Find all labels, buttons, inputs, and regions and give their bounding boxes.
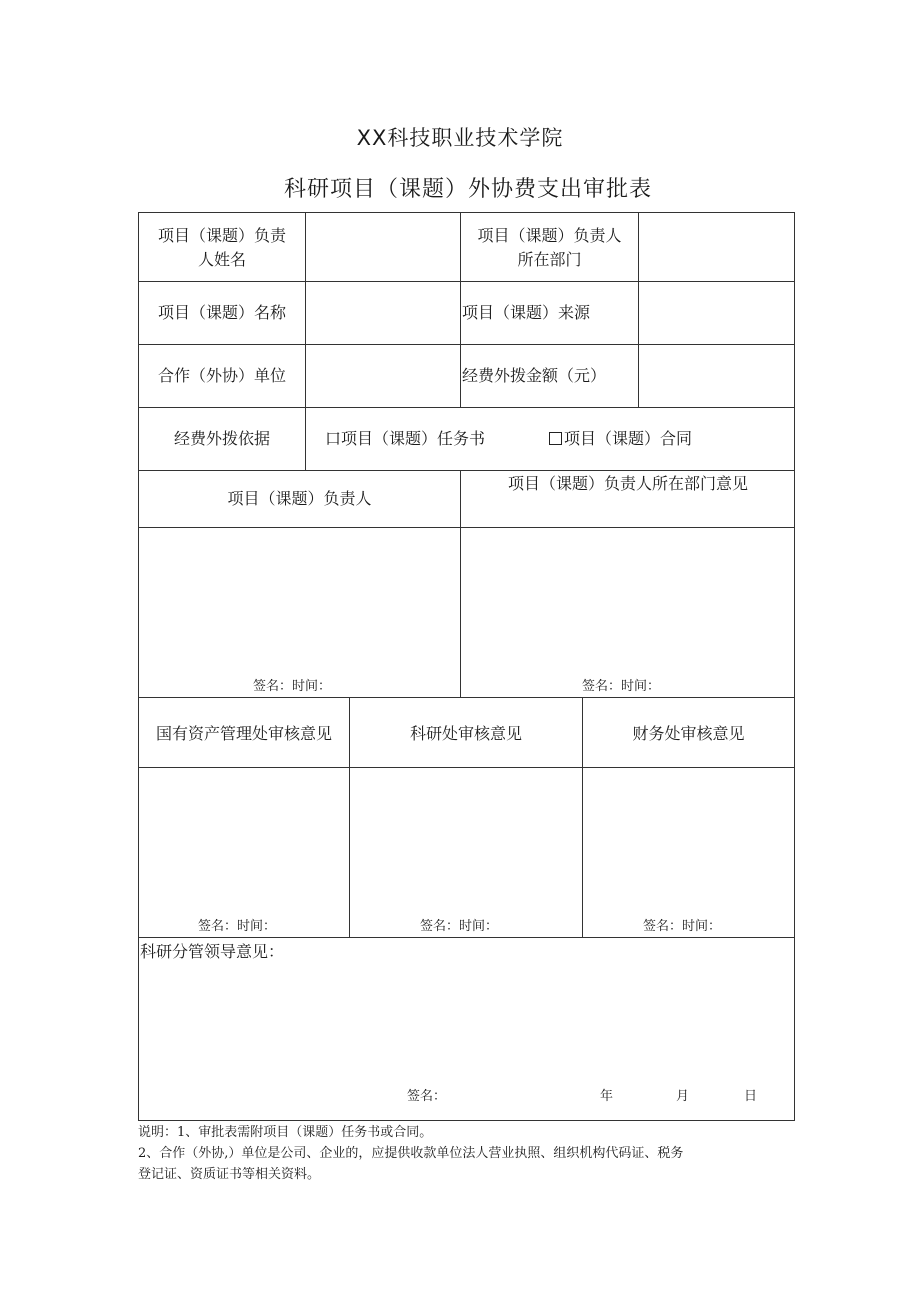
amount-label: 经费外拨金额（元） bbox=[462, 366, 607, 385]
note-line-3: 登记证、资质证书等相关资料。 bbox=[138, 1167, 321, 1182]
dept-opinion-label: 项目（课题）负责人所在部门意见 bbox=[507, 474, 748, 493]
leader-name-label: 项目（课题）负责 人姓名 bbox=[157, 226, 286, 269]
leader-dept-label: 项目（课题）负责人 所在部门 bbox=[477, 226, 622, 269]
date-year: 年 bbox=[600, 1089, 614, 1104]
asset-opinion-label: 国有资产管理处审核意见 bbox=[155, 724, 332, 743]
research-sign-time: 签名：时间： bbox=[420, 919, 499, 934]
row-divider bbox=[138, 697, 795, 698]
partner-unit-label: 合作（外协）单位 bbox=[157, 366, 286, 385]
row-divider bbox=[138, 527, 795, 528]
checkbox-icon[interactable] bbox=[549, 432, 562, 445]
date-month: 月 bbox=[676, 1089, 690, 1104]
row-divider bbox=[138, 281, 795, 282]
column-divider bbox=[460, 470, 461, 697]
row-divider bbox=[138, 344, 795, 345]
approval-form-table bbox=[138, 212, 795, 1121]
finance-opinion-label: 财务处审核意见 bbox=[632, 724, 745, 743]
date-day: 日 bbox=[744, 1089, 758, 1104]
project-source-label: 项目（课题）来源 bbox=[462, 303, 591, 322]
asset-sign-time: 签名：时间： bbox=[198, 919, 277, 934]
form-title: 科研项目（课题）外协费支出审批表 bbox=[283, 177, 652, 202]
basis-option-task-book[interactable]: 口项目（课题）任务书 bbox=[325, 429, 486, 448]
finance-sign-time: 签名：时间： bbox=[643, 919, 722, 934]
row-divider bbox=[138, 937, 795, 938]
research-opinion-label: 科研处审核意见 bbox=[409, 724, 522, 743]
project-name-label: 项目（课题）名称 bbox=[157, 303, 286, 322]
basis-label: 经费外拨依据 bbox=[173, 429, 270, 448]
note-line-2: 2、合作（外协,）单位是公司、企业的，应提供收款单位法人营业执照、组织机构代码证、税务 bbox=[138, 1146, 684, 1161]
institution-title: XX科技职业技术学院 bbox=[356, 126, 564, 150]
row-divider bbox=[138, 407, 795, 408]
column-divider bbox=[305, 212, 306, 470]
vp-sign-label: 签名： bbox=[407, 1089, 447, 1104]
checkbox-icon[interactable]: 口 bbox=[325, 429, 342, 448]
leader-sign-time: 签名：时间： bbox=[253, 679, 332, 694]
dept-sign-time: 签名：时间： bbox=[582, 679, 661, 694]
column-divider bbox=[638, 212, 639, 407]
vp-opinion-label: 科研分管领导意见： bbox=[140, 942, 285, 961]
note-line-1: 说明：1、审批表需附项目（课题）任务书或合同。 bbox=[138, 1125, 433, 1140]
leader-section-label: 项目（课题）负责人 bbox=[227, 489, 372, 508]
basis-option-contract[interactable]: 项目（课题）合同 bbox=[549, 427, 692, 451]
row-divider bbox=[138, 767, 795, 768]
row-divider bbox=[138, 470, 795, 471]
